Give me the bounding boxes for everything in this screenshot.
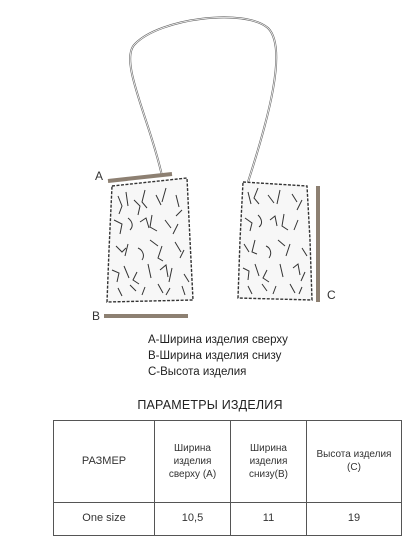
legend-item-c: C-Высота изделия	[148, 366, 247, 378]
table-header-row	[54, 421, 402, 503]
cell-width-bottom: 11	[231, 502, 307, 535]
label-b: B	[92, 309, 101, 323]
table-row	[54, 502, 402, 535]
header-width-top: Ширина изделия сверху (A)	[155, 421, 231, 503]
legend	[148, 332, 288, 380]
right-mitten	[238, 182, 312, 300]
label-a: A	[95, 169, 104, 183]
header-size: РАЗМЕР	[54, 421, 155, 503]
cell-height: 19	[307, 502, 402, 535]
cord-line	[130, 17, 276, 182]
legend-item-a: A-Ширина изделия сверху	[148, 334, 288, 346]
header-width-bottom: Ширина изделия снизу(B)	[231, 421, 307, 503]
table-title: ПАРАМЕТРЫ ИЗДЕЛИЯ	[137, 398, 283, 412]
left-mitten	[107, 178, 193, 302]
header-height: Высота изделия (C)	[307, 421, 402, 503]
cell-width-top: 10,5	[155, 502, 231, 535]
size-table	[53, 420, 402, 536]
label-c: C	[327, 288, 336, 302]
cell-size: One size	[54, 502, 155, 535]
legend-item-b: B-Ширина изделия снизу	[148, 350, 282, 362]
